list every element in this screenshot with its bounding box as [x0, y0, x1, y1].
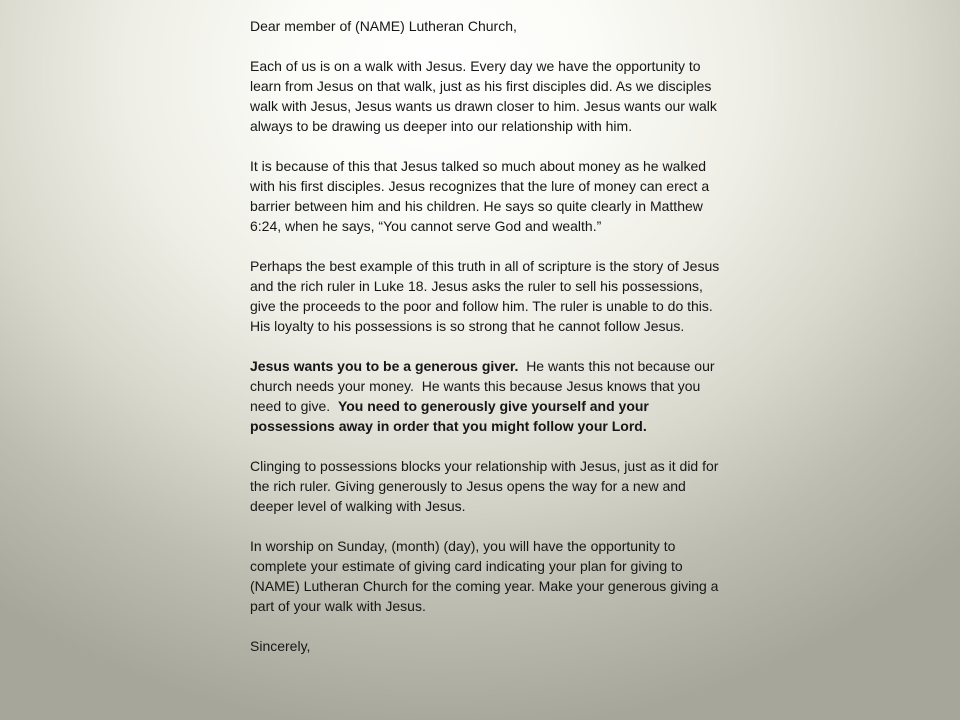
paragraph-money: It is because of this that Jesus talked so much about money as he walked with his first disciples. Jesus recognizes that the lure of money can erect a barrier between him and his children. He says so quite clearly in Matthew 6:24, when he says, “You cannot serve God and wealth.” [250, 158, 710, 234]
generous-giver-tail: You need to generously give yourself and your possessions away in order that you might follow your Lord. [250, 398, 649, 434]
paragraph-walk-with-jesus: Each of us is on a walk with Jesus. Every day we have the opportunity to learn from Jesus on that walk, just as his first disciples did. As we disciples walk with Jesus, Jesus wants us drawn closer to him. Jesus wants our walk always to be drawing us deeper into our relationship with him. [250, 58, 717, 134]
paragraph-generous-giver [250, 356, 720, 436]
closing: Sincerely, [250, 638, 311, 654]
paragraph-clinging: Clinging to possessions blocks your relationship with Jesus, just as it did for the rich ruler. Giving generously to Jesus opens the way for a new and deeper level of walking with Jesus. [250, 458, 719, 514]
paragraph-rich-ruler: Perhaps the best example of this truth in all of scripture is the story of Jesus and the rich ruler in Luke 18. Jesus asks the ruler to sell his possessions, give the proceeds to the poor and follow him. The ruler is unable to do this. His loyalty to his possessions is so strong that he cannot follow Jesus. [250, 258, 720, 334]
salutation: Dear member of (NAME) Lutheran Church, [250, 18, 517, 34]
generous-giver-lead: Jesus wants you to be a generous giver. [250, 358, 519, 374]
paragraph-worship-sunday: In worship on Sunday, (month) (day), you will have the opportunity to complete your estimate of giving card indicating your plan for giving to (NAME) Lutheran Church for the coming year. Make your generous giving a part of your walk with Jesus. [250, 538, 719, 614]
generous-giver-middle: He wants this not because our church needs your money. He wants this because Jesus knows that you need to give. [250, 358, 719, 414]
letter-body [250, 16, 720, 656]
